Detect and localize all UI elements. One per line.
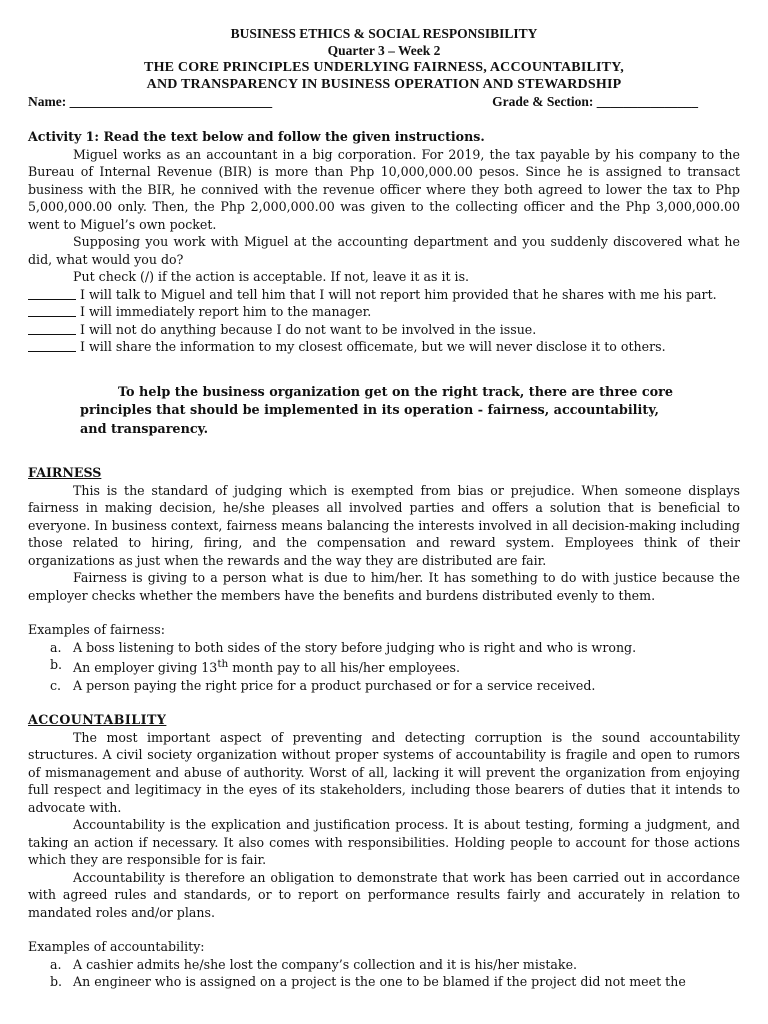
example-text: An engineer who is assigned on a project is the one to be blamed if the project did not meet the [73,974,686,990]
option-row [28,321,740,339]
accountability-paragraph-1: The most important aspect of preventing and detecting corruption is the sound accountability structures. A civil society organization without proper systems of accountability is fragile and open to rumors of mismanagement and abuse of authority. Worst of all, lacking it will prevent the organization from enjoying full respect and legitimacy in the eyes of its stakeholders, including those bearers of duties that it intends to advocate with. [28,729,740,815]
activity-title: Activity 1: Read the text below and follow the given instructions. [28,129,485,144]
callout-text: To help the business organization get on the right track, there are three core principles that should be implemented in its operation - fairness, accountability, and transparency. [80,384,674,437]
core-principles-callout [28,384,740,440]
answer-blank[interactable] [28,321,76,335]
example-text-start: An employer giving 13 [73,660,218,676]
answer-blank[interactable] [28,338,76,352]
example-text: A cashier admits he/she lost the company’s collection and it is his/her mistake. [73,956,578,972]
option-row [28,286,740,304]
student-info-row [28,93,740,110]
activity-instruction: Put check (/) if the action is acceptable. If not, leave it as it is. [73,269,470,284]
list-marker: a. [50,639,62,655]
list-marker: b. [50,974,63,990]
list-item [50,656,740,677]
quarter-label: Quarter 3 – Week 2 [327,43,441,58]
answer-blank[interactable] [28,286,76,300]
document-header [28,0,740,93]
list-item [50,973,740,991]
list-item [50,956,740,974]
fairness-examples-heading: Examples of fairness: [28,622,165,637]
example-text: A boss listening to both sides of the story before judging who is right and who is wrong. [73,639,637,655]
accountability-examples-heading: Examples of accountability: [28,939,205,955]
subject-title: BUSINESS ETHICS & SOCIAL RESPONSIBILITY [230,26,538,41]
accountability-paragraph-2: Accountability is the explication and justification process. It is about testing, forming a judgment, and taking an action if necessary. It also comes with responsibilities. Holding people to account for those actions which they are responsible for is fair. [28,817,740,868]
option-text: I will immediately report him to the manager. [80,304,372,319]
list-item [50,677,740,695]
option-text: I will talk to Miguel and tell him that I will not report him provided that he shares with me his part. [80,286,717,302]
name-field[interactable]: Name: ______________________________ [28,94,273,109]
lesson-title-line1: THE CORE PRINCIPLES UNDERLYING FAIRNESS, ACCOUNTABILITY, [144,60,624,75]
option-row [28,303,740,321]
example-text: A person paying the right price for a product purchased or for a service received. [73,677,596,693]
accountability-heading: ACCOUNTABILITY [28,712,167,728]
fairness-paragraph-1: This is the standard of judging which is exempted from bias or prejudice. When someone displays fairness in making decision, he/she pleases all involved parties and offers a solution that is beneficial to everyone. In business context, fairness means balancing the interests involved in all decision-making including those related to hiring, firing, and the compensation and reward system. Employees think of their organizations as just when the rewards and the way they are distributed are fair. [28,482,740,568]
option-text: I will share the information to my closest officemate, but we will never disclose it to others. [80,339,666,354]
example-text-end: month pay to all his/her employees. [228,660,460,676]
ordinal-superscript: th [217,658,229,670]
option-row [28,338,740,356]
option-text: I will not do anything because I do not want to be involved in the issue. [80,321,537,337]
list-marker: a. [50,956,62,972]
accountability-examples-list [28,956,740,991]
activity-paragraph-2: Supposing you work with Miguel at the accounting department and you suddenly discovered what he did, what would you do? [28,234,740,267]
accountability-paragraph-3: Accountability is therefore an obligation to demonstrate that work has been carried out in accordance with agreed rules and standards, or to report on performance results fairly and accurately in relation to mandated roles and/or plans. [28,869,740,920]
list-marker: c. [50,677,62,693]
lesson-title-line2: AND TRANSPARENCY IN BUSINESS OPERATION AND STEWARDSHIP [146,77,622,92]
fairness-heading: FAIRNESS [28,465,102,480]
fairness-paragraph-2: Fairness is giving to a person what is due to him/her. It has something to do with justice because the employer checks whether the members have the benefits and burdens distributed evenly to them. [28,570,740,603]
grade-section-field[interactable]: Grade & Section: _______________ [492,94,698,109]
fairness-examples-list [28,639,740,695]
list-item [50,639,740,657]
activity-paragraph-1: Miguel works as an accountant in a big corporation. For 2019, the tax payable by his company to the Bureau of Internal Revenue (BIR) is more than Php 10,000,000.00 pesos. Since he is assigned to transact business with the BIR, he connived with the revenue officer where they both agreed to lower the tax to Php 5,000,000.00 only. Then, the Php 2,000,000.00 was given to the collecting officer and the Php 3,000,000.00 went to Miguel’s own pocket. [28,146,740,232]
answer-blank[interactable] [28,303,76,317]
list-marker: b. [50,657,63,672]
